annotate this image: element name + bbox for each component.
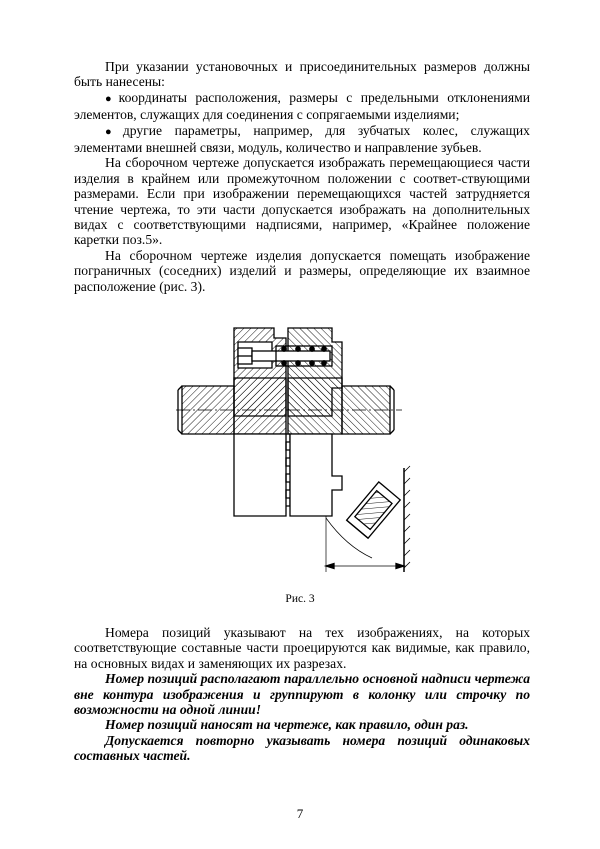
assembly-drawing-figure (176, 318, 416, 580)
rule-position-placement: Номер позиций располагают параллельно основной надписи чертежа вне контура изображения и группируют в колонку или строчку по возможности на одной линии! (74, 671, 530, 718)
bullet-item (74, 123, 530, 156)
left-lower-body (234, 434, 286, 516)
rule-position-once: Номер позиций наносят на чертеже, как правило, один раз. (105, 717, 469, 733)
bullet-item (74, 90, 530, 123)
bullet-icon: ● (105, 92, 117, 105)
bullet-text: другие параметры, например, для зубчатых колес, служащих элементами внешней связи, модуль, количество и направление зубьев. (74, 122, 530, 156)
right-lower-body (290, 434, 342, 516)
figure-caption: Рис. 3 (285, 593, 315, 605)
page-number: 7 (296, 806, 304, 821)
text-block-bottom (74, 625, 530, 764)
paragraph-position-numbers: Номера позиций указывают на тех изображениях, на которых соответствующие составные части проецируются как видимые, как правило, на основных видах и заменяющих их разрезах. (74, 625, 530, 671)
text-block-top (74, 59, 530, 294)
bullet-icon: ● (105, 125, 121, 138)
paragraph-moving-parts: На сборочном чертеже допускается изображать перемещающиеся части изделия в крайнем или промежуточном положении с соответ-ствующими размерами. Если при изображении перемещающихся частей затрудняется чтение чертежа, то эти части допускается изображать на дополнительных видах с соответствующими надписями, например, «Крайнее положение каретки поз.5». (74, 155, 530, 248)
rule-position-repeat: Допускается повторно указывать номера позиций одинаковых составных частей. (74, 732, 530, 764)
paragraph-neighbor-items: На сборочном чертеже изделия допускается помещать изображение пограничных (соседних) изделий и размеры, определяющие их взаимное расположение (рис. 3). (74, 247, 530, 294)
paragraph-intro: При указании установочных и присоединительных размеров должны быть нанесены: (74, 59, 530, 90)
adjacent-part (347, 482, 401, 538)
bullet-text: координаты расположения, размеры с предельными отклонениями элементов, служащих для соединения с сопрягаемыми изделиями; (74, 89, 530, 123)
bolt-shank (252, 351, 330, 361)
